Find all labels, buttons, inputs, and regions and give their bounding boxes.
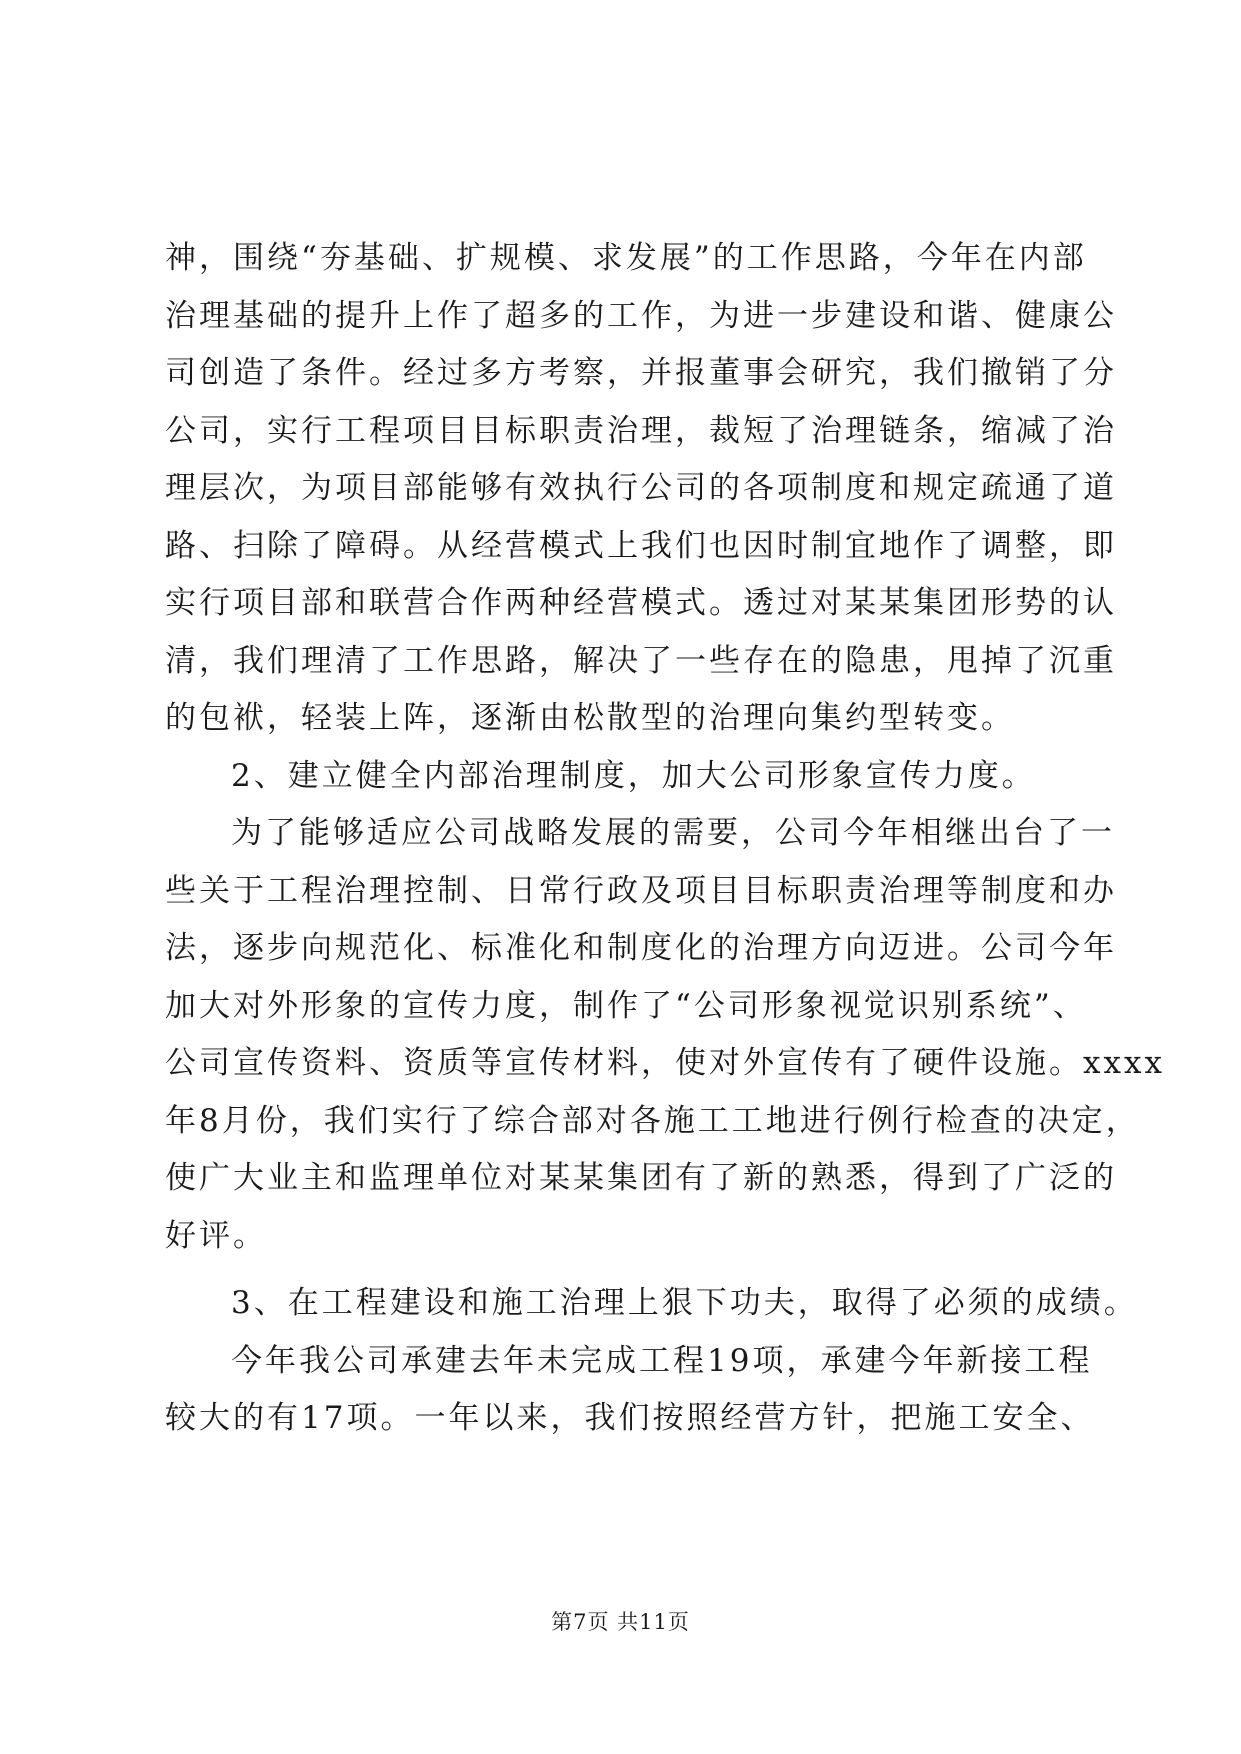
text-line: 路、扫除了障碍。从经营模式上我们也因时制宜地作了调整，即 <box>165 527 1117 564</box>
paragraph-start: 今年我公司承建去年未完成工程19项，承建今年新接工程 <box>231 1342 1093 1379</box>
page-number-footer: 第7页 共11页 <box>551 1610 690 1634</box>
text-line: 实行项目部和联营合作两种经营模式。透过对某某集团形势的认 <box>165 585 1117 621</box>
text-line: 公司宣传资料、资质等宣传材料，使对外宣传有了硬件设施。xxxx <box>165 1045 1165 1081</box>
text-line: 司创造了条件。经过多方考察，并报董事会研究，我们撤销了分 <box>165 355 1117 391</box>
text-line: 神，围绕“夯基础、扩规模、求发展”的工作思路，今年在内部 <box>165 240 1087 276</box>
section-heading-3: 3、在工程建设和施工治理上狠下功夫，取得了必须的成绩。 <box>231 1285 1138 1321</box>
text-line: 年8月份，我们实行了综合部对各施工工地进行例行检查的决定， <box>165 1102 1140 1139</box>
text-line: 公司，实行工程项目目标职责治理，裁短了治理链条，缩减了治 <box>165 412 1117 449</box>
text-line: 较大的有17项。一年以来，我们按照经营方针，把施工安全、 <box>165 1400 1095 1436</box>
text-line: 些关于工程治理控制、日常行政及项目目标职责治理等制度和办 <box>165 872 1117 909</box>
text-line: 理层次，为项目部能够有效执行公司的各项制度和规定疏通了道 <box>165 470 1117 506</box>
text-line: 好评。 <box>165 1217 267 1254</box>
text-line: 加大对外形象的宣传力度，制作了“公司形象视觉识别系统”、 <box>165 987 1087 1024</box>
document-body <box>165 230 1165 1448</box>
text-line: 治理基础的提升上作了超多的工作，为进一步建设和谐、健康公 <box>165 297 1117 334</box>
text-line: 清，我们理清了工作思路，解决了一些存在的隐患，甩掉了沉重 <box>165 642 1117 679</box>
text-line: 使广大业主和监理单位对某某集团有了新的熟悉，得到了广泛的 <box>165 1160 1117 1196</box>
text-line: 的包袱，轻装上阵，逐渐由松散型的治理向集约型转变。 <box>165 700 1015 736</box>
section-heading-2: 2、建立健全内部治理制度，加大公司形象宣传力度。 <box>231 757 1036 794</box>
paragraph-start: 为了能够适应公司战略发展的需要，公司今年相继出台了一 <box>231 815 1115 851</box>
text-line: 法，逐步向规范化、标准化和制度化的治理方向迈进。公司今年 <box>165 930 1117 966</box>
